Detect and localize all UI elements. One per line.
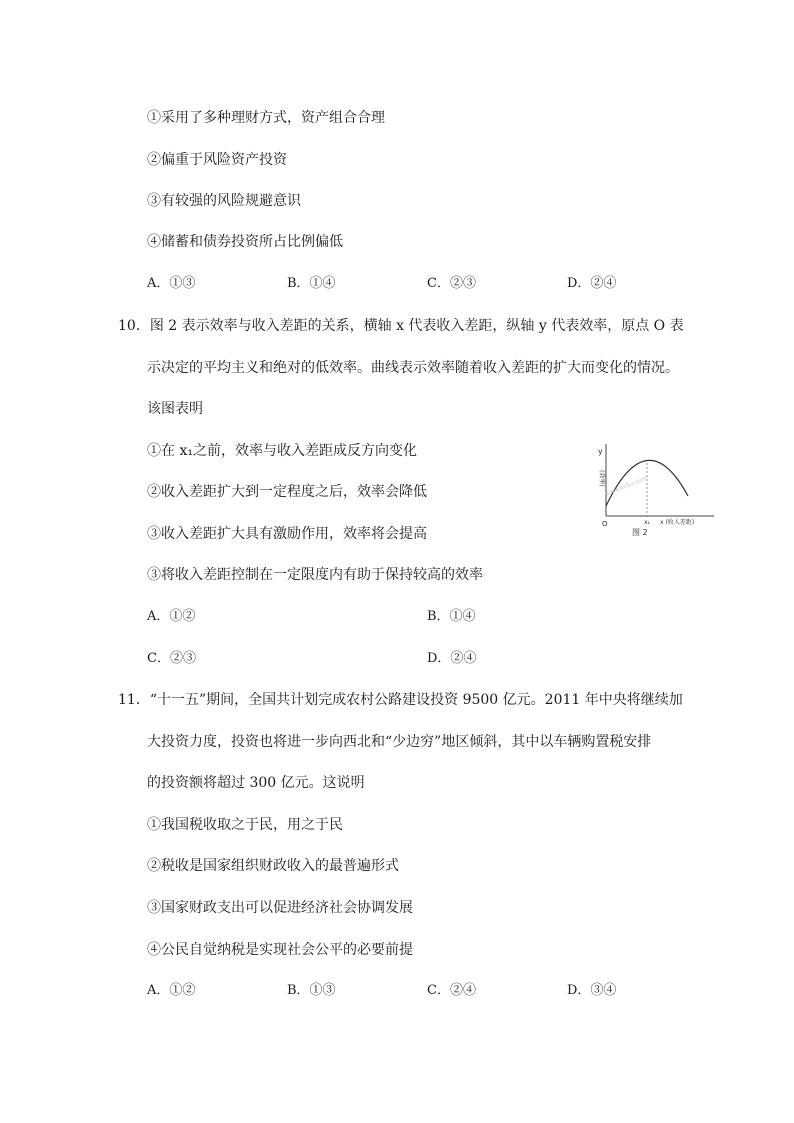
q9-item-4: ④储蓄和债券投资所占比例偏低 bbox=[147, 234, 343, 250]
q11-item-2: ②税收是国家组织财政收入的最普遍形式 bbox=[147, 858, 399, 874]
q11-option-d: D．③④ bbox=[567, 983, 617, 998]
q11-stem-line-1: 11．“十一五”期间，全国共计划完成农村公路建设投资 9500 亿元。2011 年中央将继续加 bbox=[118, 692, 683, 708]
q11-stem-line-3: 的投资额将超过 300 亿元。这说明 bbox=[147, 775, 365, 791]
q10-option-b: B．①④ bbox=[427, 609, 476, 624]
q10-option-d: D．②④ bbox=[427, 651, 477, 666]
q9-option-c: C．②③ bbox=[427, 276, 476, 291]
q9-item-3: ③有较强的风险规避意识 bbox=[147, 193, 301, 209]
figure-graphic bbox=[592, 440, 722, 540]
q9-option-b: B．①④ bbox=[287, 276, 336, 291]
q9-item-1: ①采用了多种理财方式，资产组合合理 bbox=[147, 110, 385, 126]
q10-item-1: ①在 x₁之前，效率与收入差距成反方向变化 bbox=[147, 443, 417, 459]
q10-stem-line-2: 示决定的平均主义和绝对的低效率。曲线表示效率随着收入差距的扩大而变化的情况。 bbox=[147, 360, 679, 376]
q11-option-c: C．②④ bbox=[427, 983, 476, 998]
q9-option-a: A．①③ bbox=[147, 276, 196, 291]
x-axis-label: x (收入差距) bbox=[660, 519, 695, 526]
q10-item-2: ②收入差距扩大到一定程度之后，效率会降低 bbox=[147, 484, 427, 500]
figure-caption: 图 2 bbox=[632, 528, 648, 537]
q11-item-3: ③国家财政支出可以促进经济社会协调发展 bbox=[147, 900, 413, 916]
q11-item-1: ①我国税收取之于民，用之于民 bbox=[147, 817, 343, 833]
q9-option-d: D．②④ bbox=[567, 276, 617, 291]
q10-item-4: ③将收入差距控制在一定限度内有助于保持较高的效率 bbox=[147, 567, 483, 583]
q11-option-a: A．①② bbox=[147, 983, 196, 998]
efficiency-income-gap-figure bbox=[592, 440, 722, 540]
q10-item-3: ③收入差距扩大具有激励作用，效率将会提高 bbox=[147, 526, 427, 542]
q10-option-c: C．②③ bbox=[147, 651, 196, 666]
q10-option-a: A．①② bbox=[147, 609, 196, 624]
x1-tick-label: x₁ bbox=[644, 519, 650, 526]
q10-stem-line-1: 10．图 2 表示效率与收入差距的关系，横轴 x 代表收入差距，纵轴 y 代表效率，原点 O 表 bbox=[118, 318, 684, 334]
q11-stem-line-2: 大投资力度，投资也将进一步向西北和“少边穷”地区倾斜，其中以车辆购置税安排 bbox=[147, 734, 652, 750]
y-axis-note: (效率) bbox=[598, 470, 605, 487]
q11-item-4: ④公民自觉纳税是实现社会公平的必要前提 bbox=[147, 942, 413, 958]
origin-label: O bbox=[602, 520, 608, 528]
q11-option-b: B．①③ bbox=[287, 983, 336, 998]
watermark: www.ks5u.com bbox=[604, 474, 649, 498]
q10-stem-line-3: 该图表明 bbox=[147, 401, 203, 417]
y-axis-label: y bbox=[598, 447, 603, 456]
q9-item-2: ②偏重于风险资产投资 bbox=[147, 152, 287, 168]
